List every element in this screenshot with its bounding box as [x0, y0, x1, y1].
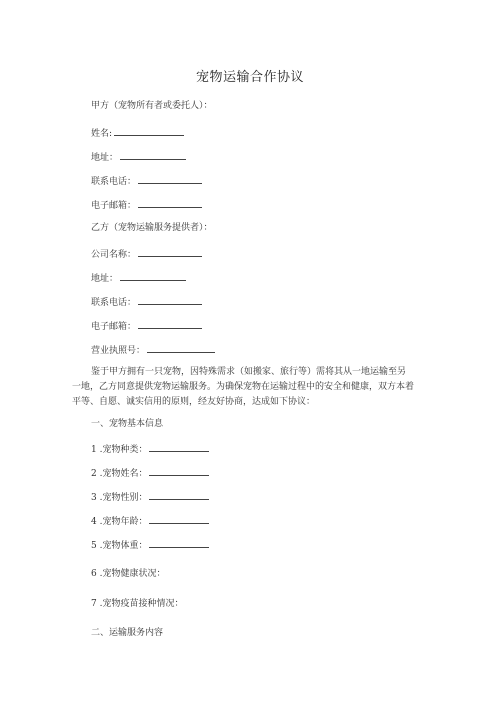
pet-gender-label: 3 .宠物性别： [91, 493, 148, 503]
party-b-company-blank [138, 247, 202, 257]
party-a-email-row [91, 198, 202, 212]
pet-age-blank [149, 514, 209, 524]
party-b-address-blank [120, 271, 186, 281]
party-a-name-row [91, 126, 184, 140]
pet-info-item [91, 538, 209, 552]
pet-info-item [91, 442, 209, 456]
intro-line-1: 鉴于甲方拥有一只宠物，因特殊需求（如搬家、旅行等）需将其从一地运输至另 [91, 367, 407, 377]
party-a-heading: 甲方（宠物所有者或委托人）： [91, 101, 213, 111]
party-b-email-blank [138, 319, 202, 329]
party-b-address-label: 地址： [91, 274, 119, 284]
party-a-email-label: 电子邮箱： [91, 201, 137, 211]
intro-paragraph [72, 365, 428, 410]
pet-info-item [91, 466, 209, 480]
party-b-heading: 乙方（宠物运输服务提供者）： [91, 223, 213, 233]
party-b-license-row [91, 343, 215, 357]
party-a-address-blank [120, 150, 186, 160]
party-a-address-label: 地址： [91, 153, 119, 163]
party-b-email-row [91, 319, 202, 333]
pet-type-blank [149, 442, 209, 452]
pet-name-label: 2 .宠物姓名： [91, 469, 148, 479]
section-1-heading: 一、宠物基本信息 [91, 419, 164, 429]
pet-gender-blank [149, 490, 209, 500]
party-a-address-row [91, 150, 186, 164]
intro-line-2: 一地，乙方同意提供宠物运输服务。为确保宠物在运输过程中的安全和健康，双方本着 [72, 382, 415, 392]
pet-weight-label: 5 .宠物体重： [91, 541, 148, 551]
party-b-license-blank [147, 343, 215, 353]
party-b-phone-row [91, 295, 202, 309]
party-a-phone-row [91, 174, 202, 188]
pet-age-label: 4 .宠物年龄： [91, 517, 148, 527]
party-a-name-blank [114, 126, 184, 136]
pet-type-label: 1 .宠物种类： [91, 445, 148, 455]
party-b-license-label: 营业执照号： [91, 346, 146, 356]
party-b-company-row [91, 247, 202, 261]
party-a-name-label: 姓名: [91, 129, 113, 139]
party-a-phone-blank [138, 174, 202, 184]
intro-line-3: 平等、自愿、诚实信用的原则，经友好协商，达成如下协议： [72, 397, 316, 407]
party-b-phone-label: 联系电话： [91, 298, 137, 308]
party-b-address-row [91, 271, 186, 285]
party-b-company-label: 公司名称： [91, 250, 137, 260]
party-a-phone-label: 联系电话： [91, 177, 137, 187]
party-a-email-blank [138, 198, 202, 208]
pet-info-item [91, 490, 209, 504]
pet-vaccine-item: 7 .宠物疫苗接种情况： [91, 599, 184, 609]
document-title: 宠物运输合作协议 [195, 70, 304, 85]
section-2-heading: 二、运输服务内容 [91, 628, 164, 638]
pet-weight-blank [149, 538, 209, 548]
party-b-phone-blank [138, 295, 202, 305]
pet-info-item [91, 514, 209, 528]
pet-name-blank [149, 466, 209, 476]
pet-health-item: 6 .宠物健康状况： [91, 569, 166, 579]
party-b-email-label: 电子邮箱： [91, 322, 137, 332]
